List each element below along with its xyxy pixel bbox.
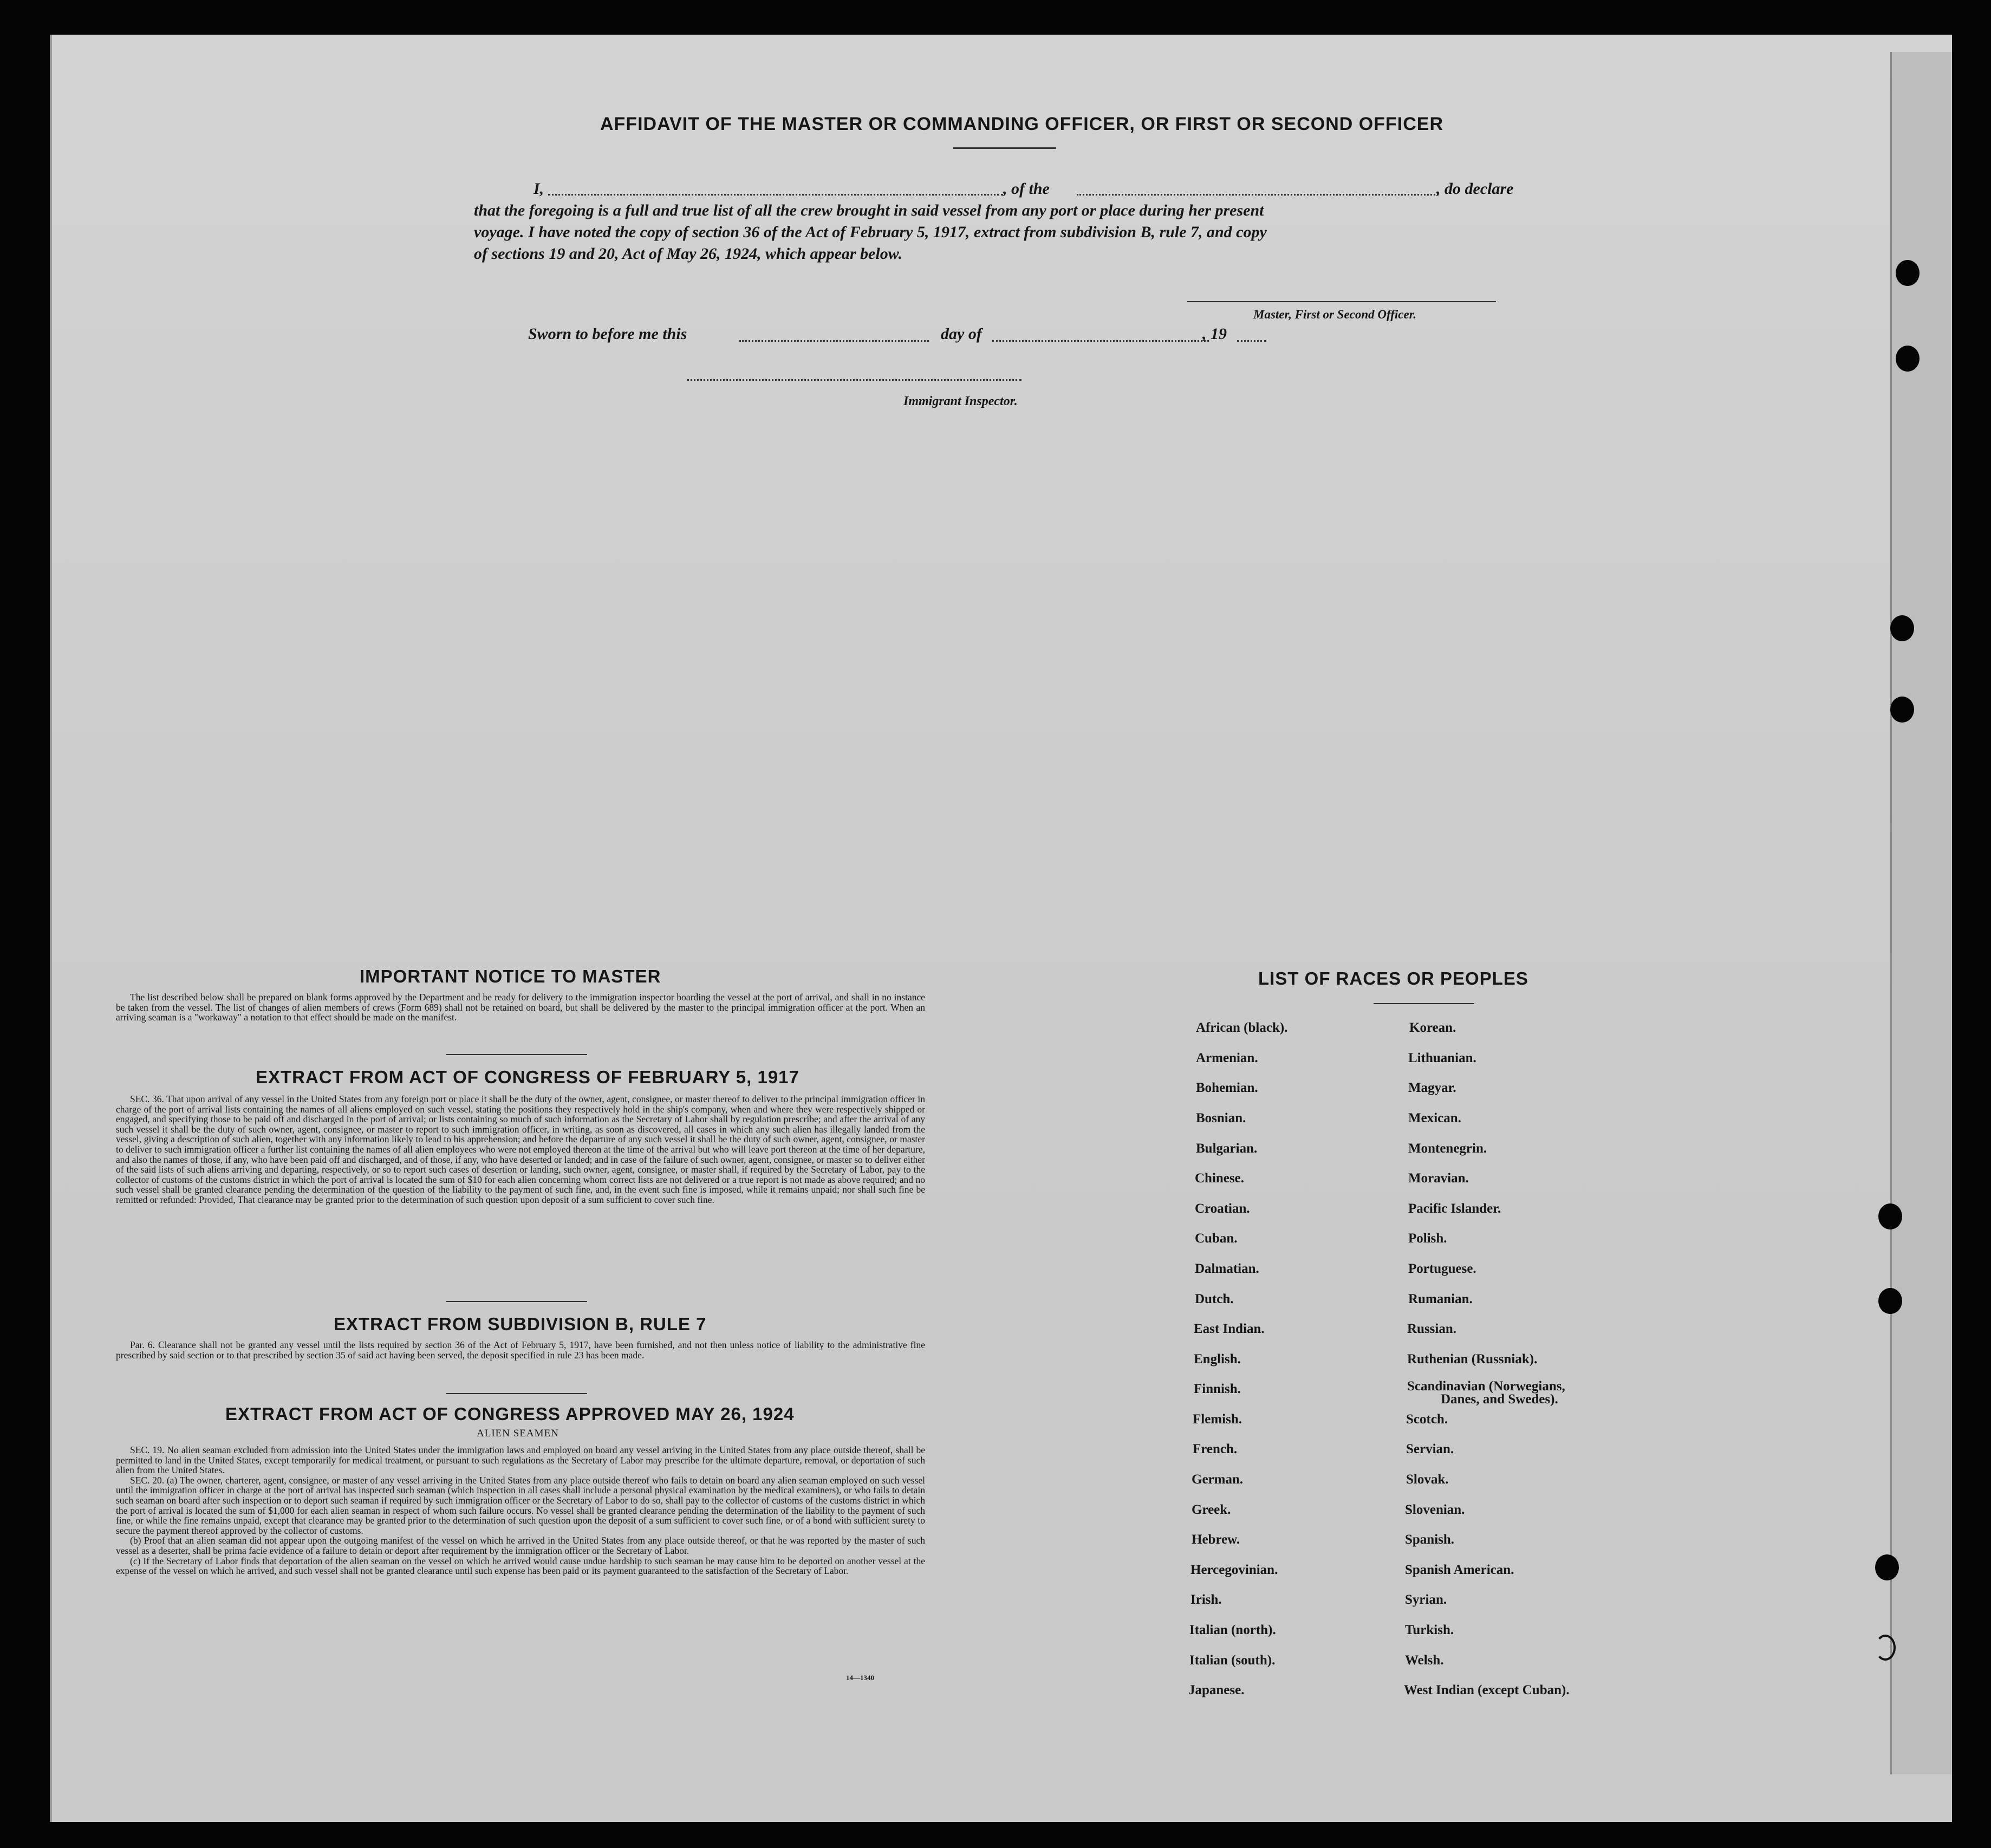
inspector-signature-line[interactable] <box>687 379 1021 381</box>
race-item: Armenian. <box>1196 1051 1258 1065</box>
race-item: Russian. <box>1407 1322 1457 1336</box>
race-item: Welsh. <box>1405 1653 1444 1668</box>
race-item: East Indian. <box>1194 1322 1265 1336</box>
race-item: French. <box>1193 1442 1238 1456</box>
sworn-year: , 19 <box>1202 325 1227 343</box>
declaration-of-the: , of the <box>1003 180 1050 198</box>
notice-text <box>116 992 925 1023</box>
extract-rule7-title: EXTRACT FROM SUBDIVISION B, RULE 7 <box>334 1314 707 1334</box>
race-item: Italian (north). <box>1189 1623 1276 1637</box>
notice-title: IMPORTANT NOTICE TO MASTER <box>360 966 661 986</box>
section-36-paragraph: SEC. 36. That upon arrival of any vessel in the United States from any foreign port or place it shall be the duty of the owner, agent, consignee, or master thereof to deliver to the principal immigration officer in charge of the port of arrival lists containing the names of all aliens employed on such vessel, stating the positions they respectively hold in the ship's company, when and where they were respectively shipped or engaged, and specifying those to be paid off and discharged in the port of arrival; or lists containing so much of such information as the Secretary of Labor shall by regulation prescribe; and after the arrival of any such vessel it shall be the duty of such owner, agent, consignee, or master to report to such immigration officer, in writing, as soon as discovered, all cases in which any such alien has illegally landed from the vessel, giving a description of such alien, together with any information likely to lead to his apprehension; and before the departure of any such vessel it shall be the duty of such owner, agent, consignee, or master to deliver to such immigration officer a further list containing the names of all alien employees who were not employed thereon at the time of the arrival but who will leave port thereon at the time of her departure, and also the names of those, if any, who have been paid off and discharged, and of those, if any, who have deserted or landed; and in case of the failure of such owner, agent, consignee, or master so to deliver either of the said lists of such aliens arriving and departing, respectively, or so to report such cases of desertion or landing, such owner, agent, consignee, or master shall, if required by the Secretary of Labor, pay to the collector of customs of the customs district in which the port of arrival is located the sum of $10 for each alien concerning whom correct lists are not delivered or a true report is not made as above required; and no such vessel shall be granted clearance pending the determination of the question of the liability to the payment of such fine, and, in the event such fine is imposed, while it remains unpaid; nor shall such fine be remitted or refunded: Provided, That clearance may be granted prior to the determination of such question upon deposit of a sum sufficient to cover such fine. <box>116 1094 925 1205</box>
binder-hole <box>1878 1288 1902 1314</box>
sworn-year-blank[interactable] <box>1237 340 1266 342</box>
race-item: African (black). <box>1196 1020 1288 1035</box>
race-item: Finnish. <box>1194 1382 1241 1396</box>
binder-hole <box>1875 1554 1899 1580</box>
race-item: Servian. <box>1406 1442 1454 1456</box>
title-underline <box>953 147 1056 149</box>
binder-hole <box>1878 1203 1902 1229</box>
sec20b-paragraph: (b) Proof that an alien seaman did not appear upon the outgoing manifest of the vessel on which he arrived in the United States from any place outside thereof, or that he was reported by the master of such vessel as a deserter, shall be prima facie evidence of a failure to detain or deport after requirement by the immigration officer or the Secretary of Labor. <box>116 1535 925 1556</box>
vessel-blank-line[interactable] <box>1077 194 1439 196</box>
race-item: West Indian (except Cuban). <box>1404 1683 1570 1697</box>
race-item: Scandinavian (Norwegians, <box>1407 1379 1565 1394</box>
race-item: Greek. <box>1192 1502 1231 1517</box>
declaration-do-declare: , do declare <box>1436 180 1514 198</box>
race-item: Spanish American. <box>1405 1563 1514 1577</box>
race-item: Turkish. <box>1405 1623 1454 1637</box>
sec19-paragraph: SEC. 19. No alien seaman excluded from admission into the United States under the immigration laws and employed on board any vessel arriving in the United States from any place outside thereof, shall be permitted to land in the United States, except temporarily for medical treatment, or pursuant to such regulations as the Secretary of Labor may prescribe for the ultimate departure, removal, or deportation of such alien from the United States. <box>116 1444 925 1476</box>
section-divider <box>446 1054 587 1055</box>
race-item: Flemish. <box>1193 1412 1242 1427</box>
race-item: Bohemian. <box>1196 1081 1258 1095</box>
binder-hole <box>1896 260 1920 286</box>
sworn-month-blank[interactable] <box>992 340 1209 342</box>
sworn-prefix: Sworn to before me this <box>528 325 687 343</box>
race-item: German. <box>1192 1472 1244 1487</box>
binder-hole <box>1890 615 1914 641</box>
race-item: English. <box>1194 1352 1241 1367</box>
declaration-line-1 <box>533 179 544 199</box>
extract-1924-text <box>116 1445 925 1576</box>
race-item: Cuban. <box>1195 1231 1238 1246</box>
extract-1917-text <box>116 1094 925 1205</box>
race-item: Croatian. <box>1195 1201 1250 1216</box>
race-item: Montenegrin. <box>1408 1141 1487 1156</box>
affidavit-title: AFFIDAVIT OF THE MASTER OR COMMANDING OFFICER, OR FIRST OR SECOND OFFICER <box>600 114 1443 134</box>
binder-hole-outline <box>1875 1635 1896 1661</box>
extract-1924-title: EXTRACT FROM ACT OF CONGRESS APPROVED MAY 26, 1924 <box>225 1404 795 1424</box>
race-item-continued: Danes, and Swedes). <box>1441 1392 1558 1407</box>
race-item: Lithuanian. <box>1408 1051 1476 1065</box>
race-item: Hebrew. <box>1192 1532 1240 1547</box>
race-item: Rumanian. <box>1408 1292 1473 1306</box>
race-item: Dalmatian. <box>1195 1261 1259 1276</box>
race-item: Portuguese. <box>1408 1261 1476 1276</box>
inspector-caption: Immigrant Inspector. <box>903 394 1018 408</box>
notice-paragraph: The list described below shall be prepared on blank forms approved by the Department and be ready for delivery to the immigration inspector boarding the vessel at the port of arrival, and shall in no instance be taken from the vessel. The list of changes of alien members of crews (Form 689) shall not be retained on board, but shall be delivered by the master to the principal immigration officer at the port. When an arriving seaman is a "workaway" a notation to that effect should be made on the manifest. <box>116 992 925 1023</box>
section-divider <box>446 1301 587 1302</box>
race-item: Pacific Islander. <box>1408 1201 1501 1216</box>
race-item: Bulgarian. <box>1196 1141 1258 1156</box>
sec20c-paragraph: (c) If the Secretary of Labor finds that deportation of the alien seaman on the vessel on which he arrived would cause undue hardship to such seaman he may cause him to be deported on another vessel at the expense of the vessel on which he arrived, and such vessel shall not be granted clearance until such expense has been paid or its payment guaranteed to the satisfaction of the Secretary of Labor. <box>116 1555 925 1577</box>
race-item: Moravian. <box>1408 1171 1469 1186</box>
races-title-underline <box>1374 1003 1474 1004</box>
race-item: Chinese. <box>1195 1171 1244 1186</box>
master-signature-line[interactable] <box>1187 301 1496 302</box>
race-item: Ruthenian (Russniak). <box>1407 1352 1538 1367</box>
race-item: Japanese. <box>1188 1683 1245 1697</box>
race-item: Syrian. <box>1405 1592 1447 1607</box>
extract-rule7-text <box>116 1340 925 1360</box>
section-divider <box>446 1393 587 1394</box>
race-item: Magyar. <box>1408 1081 1456 1095</box>
race-item: Slovenian. <box>1405 1502 1465 1517</box>
race-item: Hercegovinian. <box>1190 1563 1278 1577</box>
race-item: Italian (south). <box>1189 1653 1276 1668</box>
race-item: Slovak. <box>1406 1472 1449 1487</box>
rule7-paragraph: Par. 6. Clearance shall not be granted any vessel until the lists required by section 36 of the Act of February 5, 1917, have been furnished, and not then unless notice of liability to the administrative fine prescribed by said section or to that prescribed by section 35 of said act having been served, the deposit specified in rule 23 has been made. <box>116 1339 925 1361</box>
sworn-day-blank[interactable] <box>739 340 929 342</box>
races-title: LIST OF RACES OR PEOPLES <box>1258 968 1528 988</box>
race-item: Polish. <box>1408 1231 1447 1246</box>
page-edge-tab-strip <box>1890 52 1951 1774</box>
race-item: Irish. <box>1190 1592 1222 1607</box>
form-number: 14—1340 <box>846 1674 874 1682</box>
binder-hole <box>1890 697 1914 723</box>
binder-hole <box>1896 346 1920 372</box>
declaration-line-3: voyage. I have noted the copy of section 36 of the Act of February 5, 1917, extract from subdivision B, rule 7, and copy <box>474 223 1267 241</box>
extract-1917-title: EXTRACT FROM ACT OF CONGRESS OF FEBRUARY 5, 1917 <box>256 1067 799 1087</box>
declaration-i: I, <box>533 180 544 198</box>
race-item: Bosnian. <box>1196 1111 1246 1125</box>
declaration-line-4: of sections 19 and 20, Act of May 26, 1924, which appear below. <box>474 245 903 263</box>
race-item: Dutch. <box>1195 1292 1234 1306</box>
sec20a-paragraph: SEC. 20. (a) The owner, charterer, agent, consignee, or master of any vessel arriving in the United States from any place outside thereof who fails to detain on board any alien seaman employed on such vessel until the immigration officer in charge at the port of arrival has inspected such seaman (which inspection in all cases shall include a personal physical examination by the medical examiners), or who fails to detain such seaman on board after such inspection or to deport such seaman if required by such immigration officer or the Secretary of Labor to do so, shall pay to the collector of customs of the customs district in which the port of arrival is located the sum of $1,000 for each alien seaman in respect of whom such failure occurs. No vessel shall be granted clearance pending the determination of the liability to the payment of such fine, or while the fine remains unpaid, except that clearance may be granted prior to the determination of such question upon the deposit of a sum sufficient to cover such fine, or of a bond with sufficient surety to secure the payment thereof approved by the collector of customs. <box>116 1474 925 1536</box>
race-item: Scotch. <box>1406 1412 1448 1427</box>
race-item: Korean. <box>1409 1020 1456 1035</box>
race-item: Spanish. <box>1405 1532 1455 1547</box>
sworn-day-of: day of <box>941 325 982 343</box>
master-signature-caption: Master, First or Second Officer. <box>1253 308 1417 321</box>
name-blank-line[interactable] <box>548 194 1003 196</box>
race-item: Mexican. <box>1408 1111 1461 1125</box>
extract-1924-subtitle: ALIEN SEAMEN <box>477 1428 559 1439</box>
declaration-line-2: that the foregoing is a full and true list of all the crew brought in said vessel from any port or place during her present <box>474 201 1264 219</box>
